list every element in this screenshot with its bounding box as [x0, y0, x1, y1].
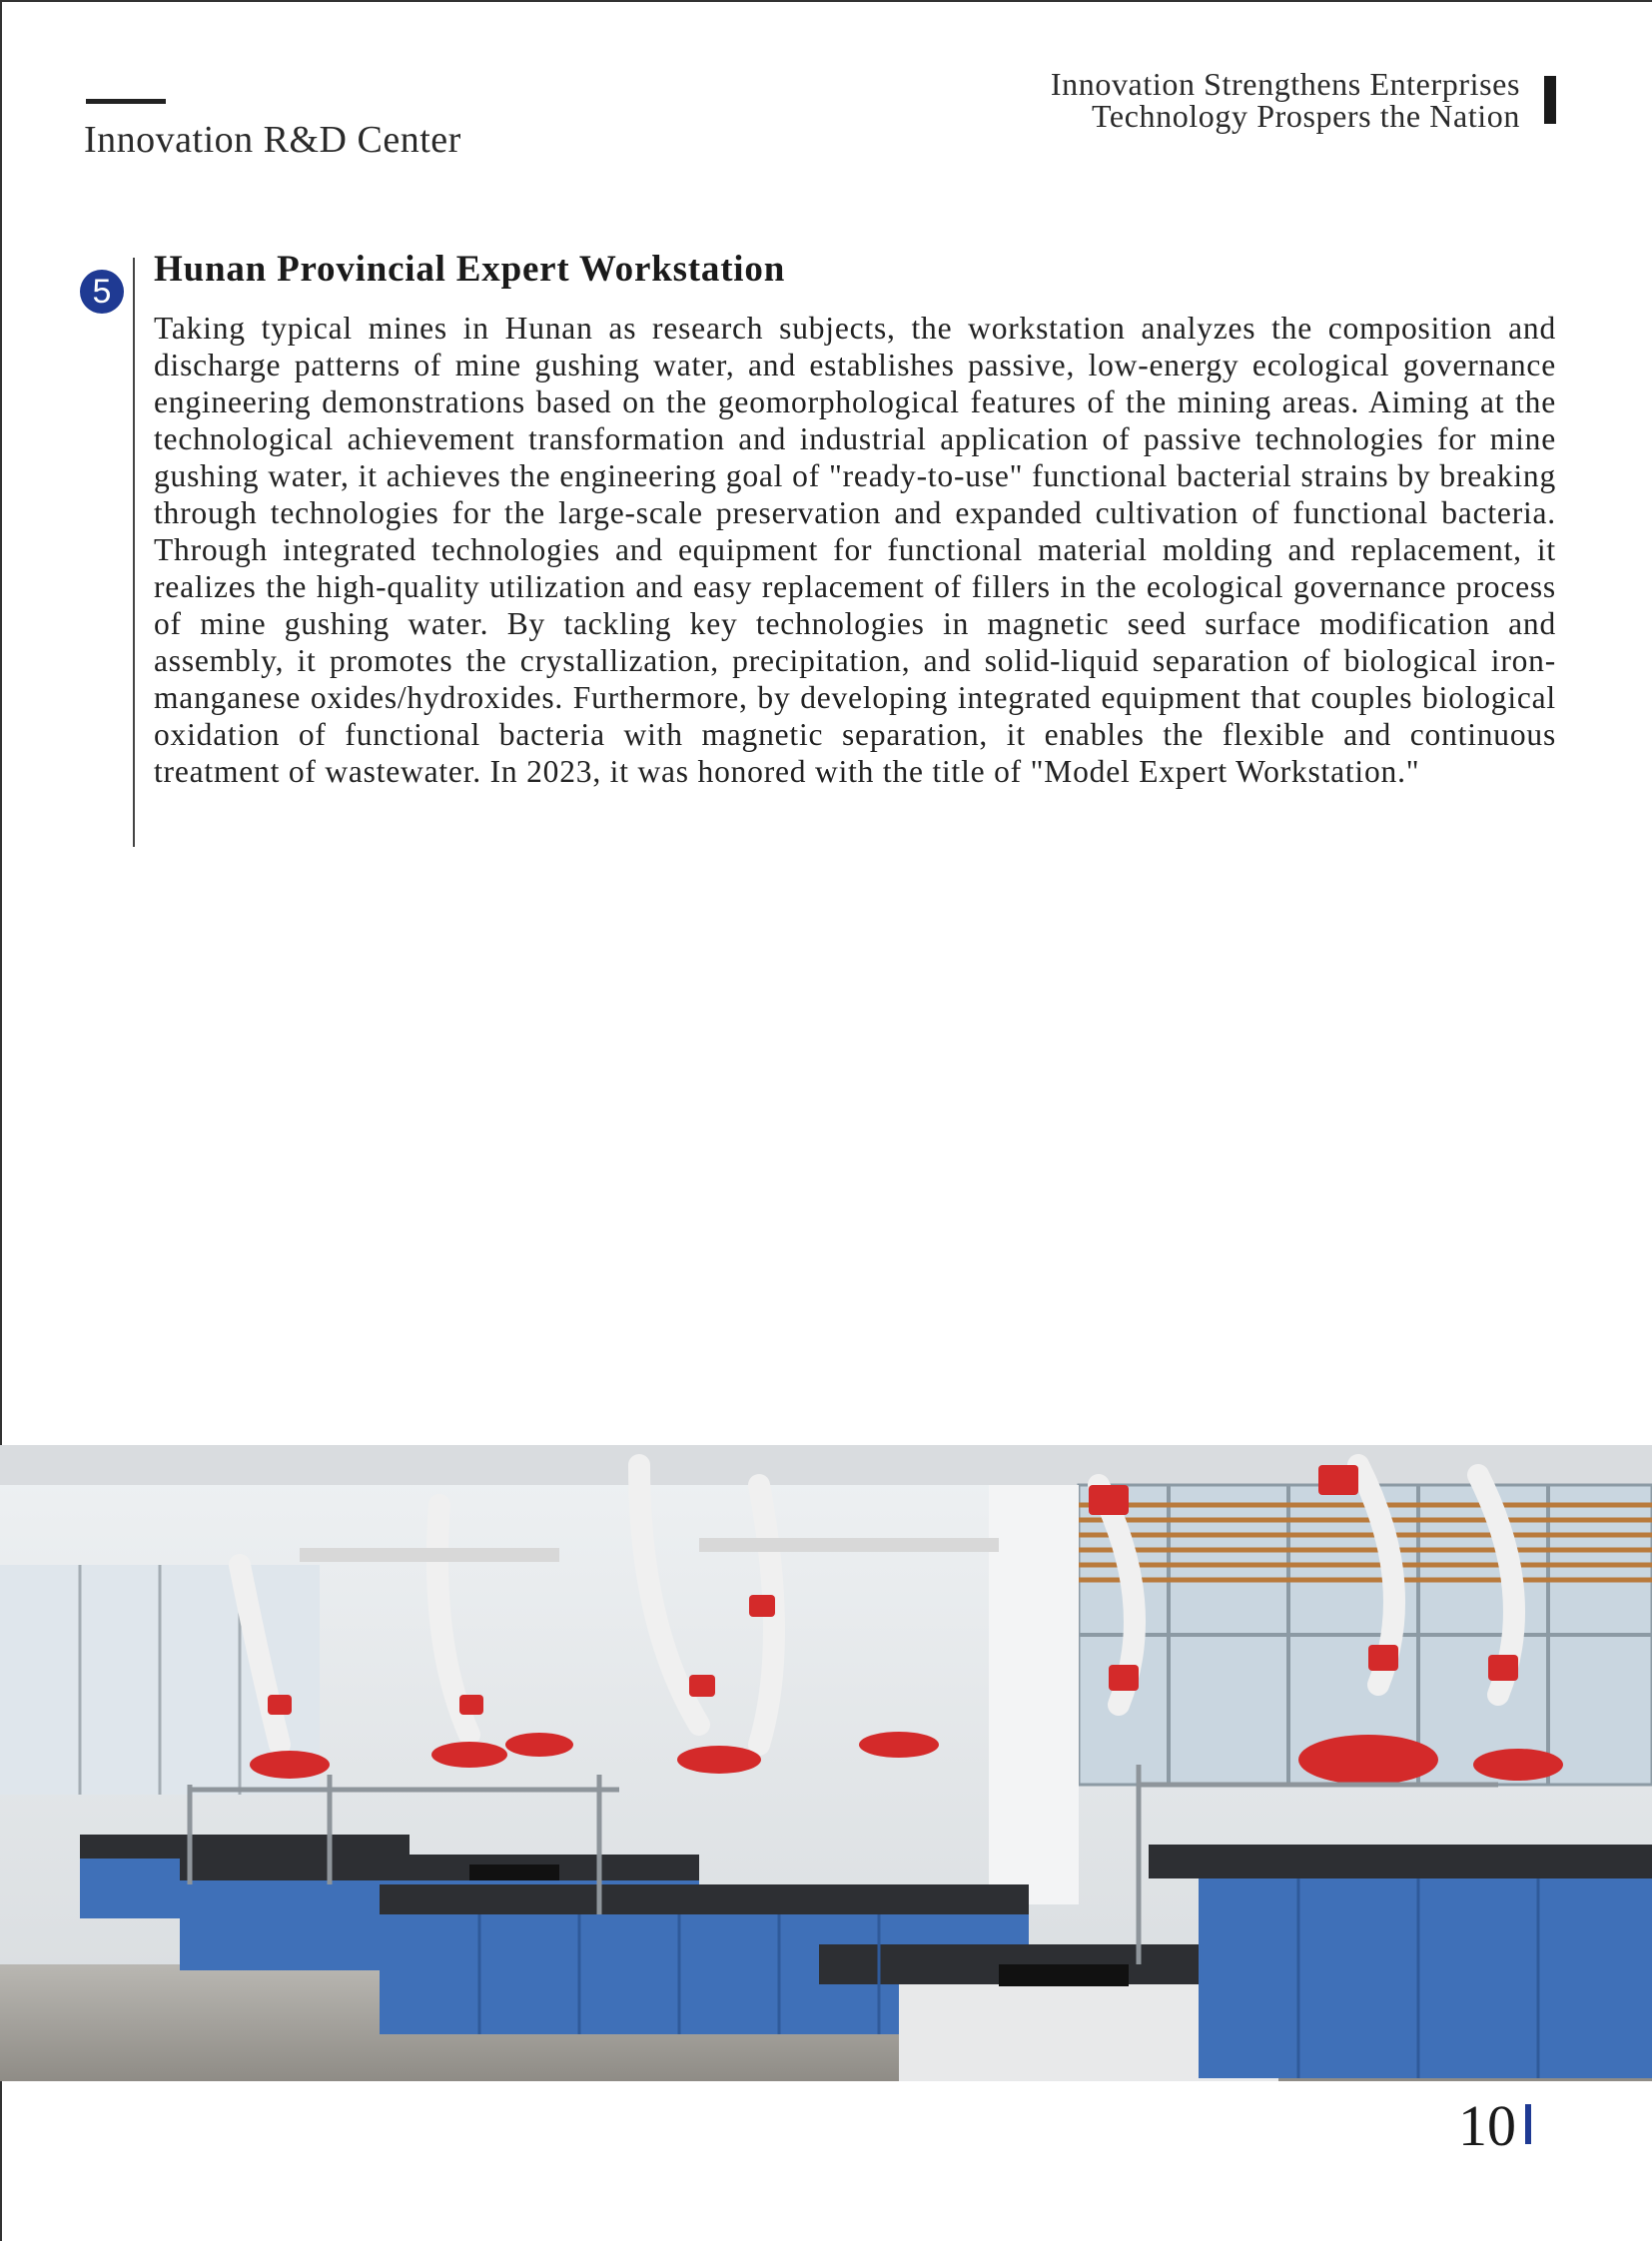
section-body-text: Taking typical mines in Hunan as research subjects, the workstation analyzes the composition and discharge patterns of mine gushing water, and establishes passive, low-energy ecological governance engineering demonstrations based on the geomorphological features of the mining areas. Aiming at the technological achievement transformation and industrial application of passive technologies for mine gushing water, it achieves the engineering goal of "ready-to-use" functional bacterial strains by breaking through technologies for the large-scale preservation and expanded cultivation of functional bacteria. Through integrated technologies and equipment for functional material molding and replacement, it realizes the high-quality utilization and easy replacement of fillers in the ecological governance process of mine gushing water. By tackling key technologies in magnetic seed surface modification and assembly, it promotes the crystallization, precipitation, and solid-liquid separation of biological iron-manganese oxides/hydroxides. Furthermore, by developing integrated equipment that couples biological oxidation of functional bacteria with magnetic separation, it enables the flexible and continuous treatment of wastewater. In 2023, it was honored with the title of "Model Expert Workstation.": [154, 311, 1556, 789]
slogan-line-2: Technology Prospers the Nation: [1091, 98, 1520, 134]
header-bar-mark: [1544, 76, 1556, 124]
header-rule: [86, 99, 166, 104]
section-number-badge: 5: [80, 270, 124, 314]
page-number-mark: [1525, 2104, 1531, 2144]
header-section-title: Innovation R&D Center: [84, 119, 461, 161]
slogan-line-1: Innovation Strengthens Enterprises: [1050, 66, 1520, 102]
header-slogan: [1051, 68, 1520, 132]
section-title: Hunan Provincial Expert Workstation: [154, 249, 786, 290]
page-number: 10: [1458, 2093, 1516, 2158]
section-vertical-rule: [133, 258, 135, 847]
laboratory-photo: [0, 1445, 1652, 2081]
